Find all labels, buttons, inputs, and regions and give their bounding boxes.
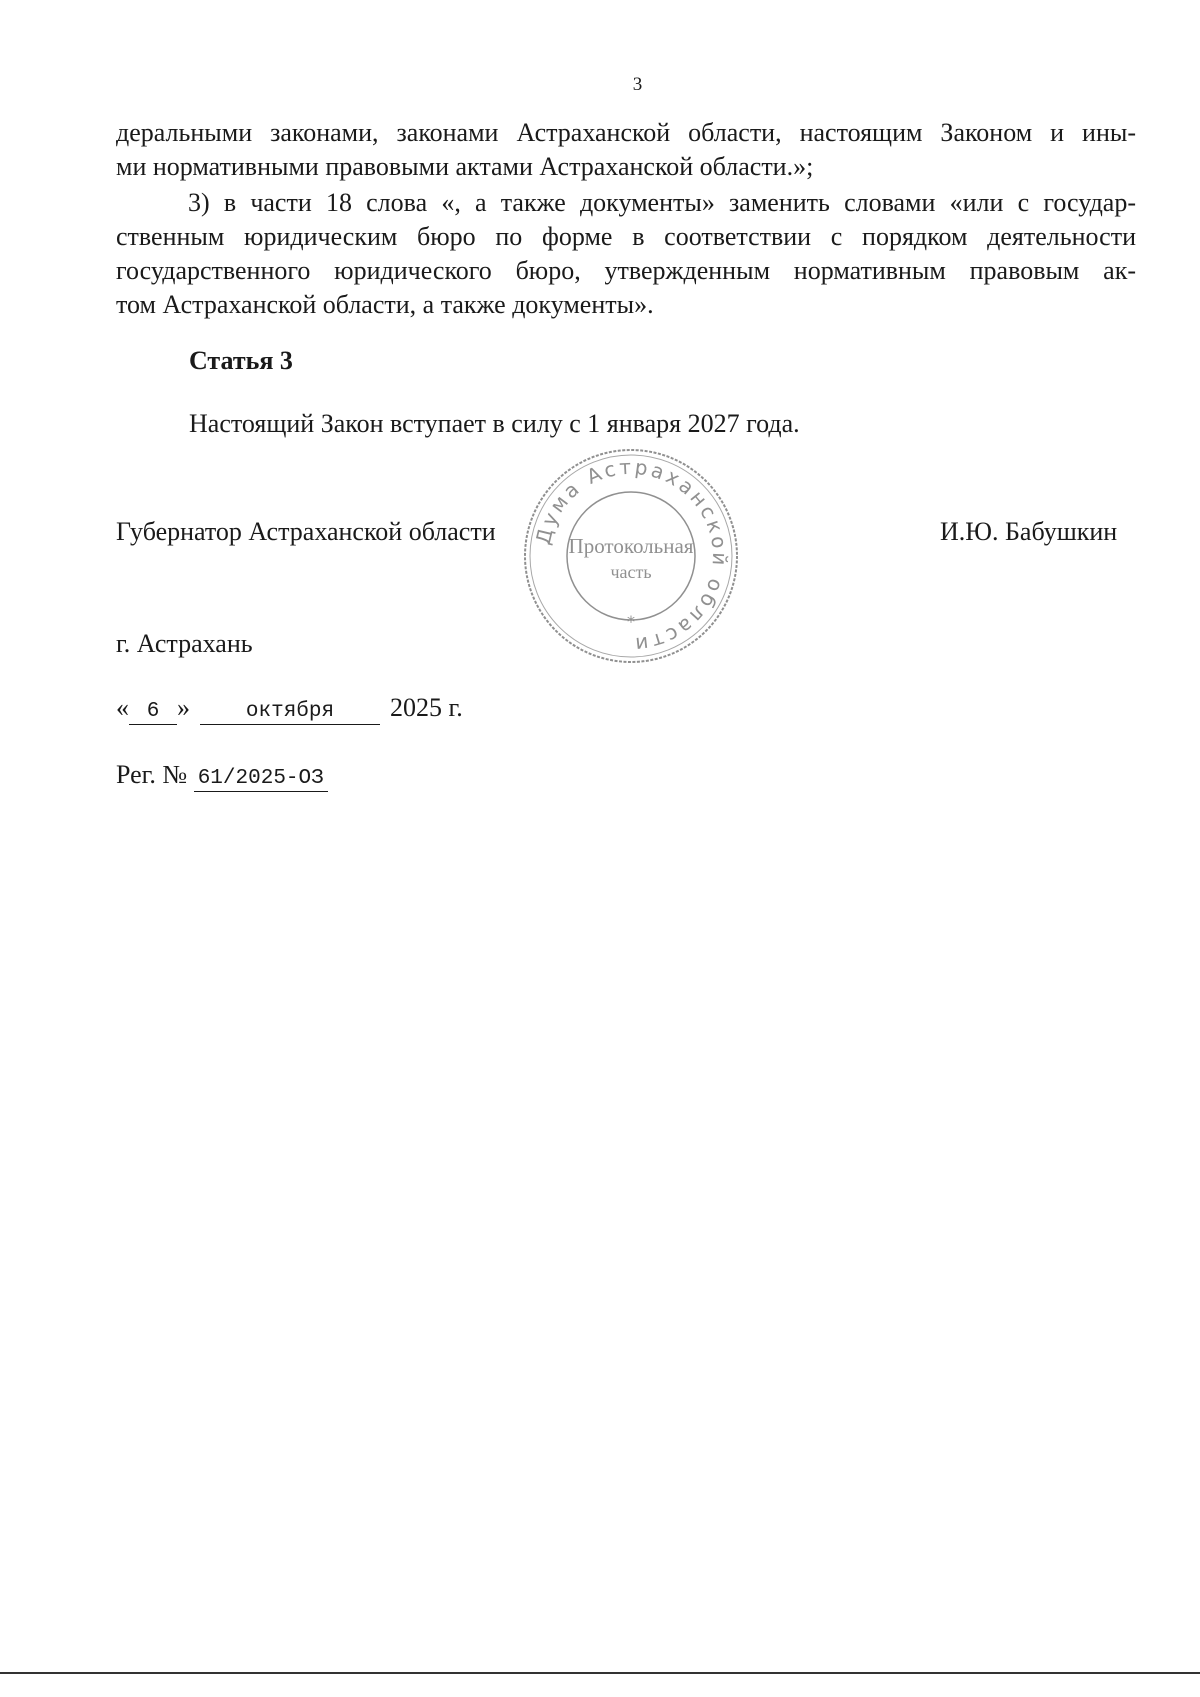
place-of-signing: г. Астрахань [116, 629, 253, 658]
official-stamp [520, 445, 742, 667]
article-title: Статья 3 [189, 346, 293, 375]
stamp-ring-text: Дума Астраханской области [530, 454, 733, 658]
paragraph-line: 3) в части 18 слова «, а также документы» заменить словами «или с государ- [188, 188, 1136, 217]
signing-date [116, 693, 463, 725]
paragraph-line: государственного юридического бюро, утвержденным нормативным правовым ак- [116, 256, 1136, 285]
page-number: 3 [632, 74, 643, 95]
date-day: 6 [129, 700, 177, 725]
paragraph-line: ственным юридическим бюро по форме в соответствии с порядком деятельности [116, 222, 1136, 251]
registration-line [116, 760, 328, 792]
paragraph-line: ми нормативными правовыми актами Астраханской области.»; [116, 152, 814, 181]
date-month: октября [200, 700, 380, 725]
paragraph-line: том Астраханской области, а также документы». [116, 290, 654, 319]
article-text: Настоящий Закон вступает в силу с 1 января 2027 года. [189, 409, 800, 438]
date-close-quote: » [177, 693, 190, 722]
paragraph-item-3 [116, 186, 1136, 322]
signatory-name: И.Ю. Бабушкин [940, 517, 1118, 546]
registration-number: 61/2025-ОЗ [194, 767, 328, 792]
signatory-position: Губернатор Астраханской области [116, 517, 496, 546]
registration-label: Рег. № [116, 760, 188, 789]
stamp-center-line1: Протокольная [568, 534, 694, 558]
paragraph-continuation [116, 116, 1136, 184]
stamp-star-icon: * [627, 612, 635, 631]
date-open-quote: « [116, 693, 129, 722]
stamp-center-line2: часть [610, 562, 652, 582]
bottom-divider [0, 1672, 1200, 1674]
paragraph-line: деральными законами, законами Астраханской области, настоящим Законом и ины- [116, 118, 1136, 147]
date-year: 2025 г. [390, 693, 463, 722]
